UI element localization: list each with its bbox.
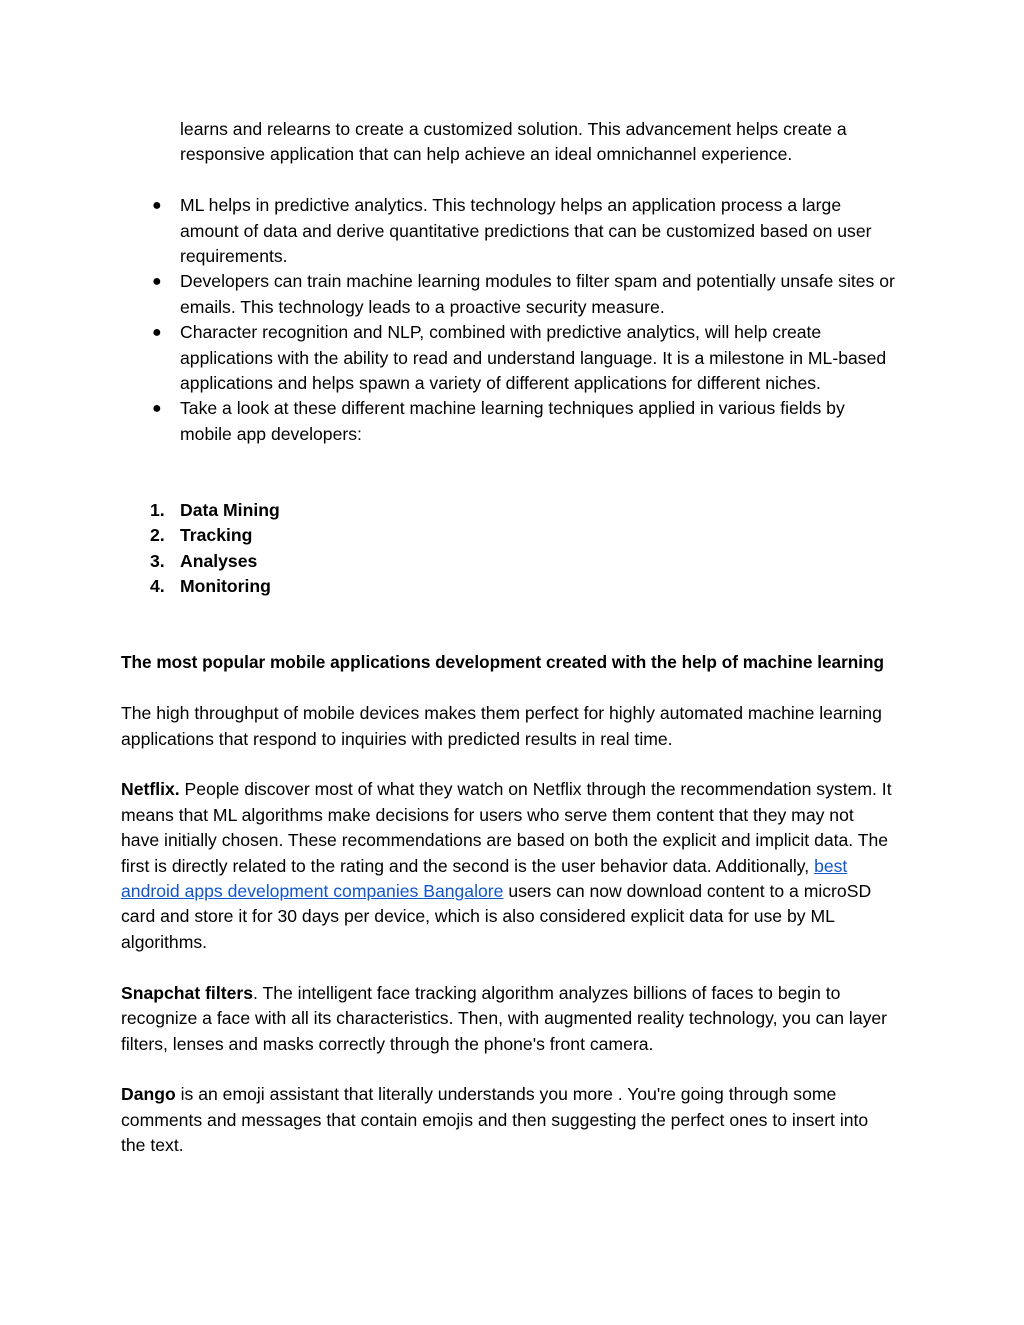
technique-item <box>121 549 896 574</box>
netflix-lead: Netflix. <box>121 779 180 800</box>
bullet-item <box>121 320 896 396</box>
technique-item <box>121 498 896 523</box>
bullet-text: Developers can train machine learning modules to filter spam and potentially unsafe sites or emails. This technology leads to a proactive security measure. <box>180 271 895 317</box>
spacer <box>121 473 896 498</box>
continuation-paragraph: learns and relearns to create a customized solution. This advancement helps create a responsive application that can help achieve an ideal omnichannel experience. <box>180 119 847 165</box>
snapchat-paragraph <box>121 981 896 1057</box>
technique-number: 1. <box>150 500 165 521</box>
bullet-marker: ● <box>152 197 162 215</box>
bullet-marker: ● <box>152 324 162 342</box>
technique-number: 3. <box>150 550 165 571</box>
bullet-item <box>121 396 896 447</box>
technique-number: 4. <box>150 576 165 597</box>
snapchat-lead: Snapchat filters <box>121 982 253 1003</box>
bullet-item <box>121 193 896 269</box>
bullet-list <box>121 193 896 447</box>
technique-label: Tracking <box>180 525 253 546</box>
bullet-text: Character recognition and NLP, combined with predictive analytics, will help create applications with the ability to read and understand language. It is a milestone in ML-based applications and helps spawn a variety of different applications for different niches. <box>180 322 887 394</box>
technique-label: Analyses <box>180 550 258 571</box>
technique-number: 2. <box>150 525 165 546</box>
netflix-text-before-link: People discover most of what they watch on Netflix through the recommendation system. It means that ML algorithms make decisions for users who serve them content that they may not have initially chosen. These recommendations are based on both the explicit and implicit data. The first is directly related to the rating and the second is the user behavior data. Additionally, <box>121 779 892 876</box>
technique-label: Monitoring <box>180 576 271 597</box>
spacer <box>121 625 896 650</box>
technique-item <box>121 523 896 548</box>
netflix-text-after-link: users can now download content to a microSD card and store it for 30 days per device, which is also considered explicit data for use by ML algorithms. <box>121 881 872 952</box>
dango-paragraph <box>121 1082 896 1158</box>
bullet-marker: ● <box>152 400 162 418</box>
technique-item <box>121 574 896 599</box>
bullet-text: ML helps in predictive analytics. This technology helps an application process a large amount of data and derive quantitative predictions that can be customized based on user requirements. <box>180 195 872 267</box>
technique-label: Data Mining <box>180 500 280 521</box>
intro-paragraph: The high throughput of mobile devices makes them perfect for highly automated machine learning applications that respond to inquiries with predicted results in real time. <box>121 703 882 749</box>
dango-lead: Dango <box>121 1084 176 1105</box>
bullet-item <box>121 269 896 320</box>
snapchat-text: . The intelligent face tracking algorithm analyzes billions of faces to begin to recognize a face with all its characteristics. Then, with augmented reality technology, you can layer filters, lenses and masks correctly through the phone's front camera. <box>121 982 888 1054</box>
bullet-text: Take a look at these different machine learning techniques applied in various fields by mobile app developers: <box>180 398 845 444</box>
bullet-marker: ● <box>152 273 162 291</box>
section-heading: The most popular mobile applications development created with the help of machine learning <box>121 652 885 673</box>
android-companies-link[interactable]: best android apps development companies Bangalore <box>121 855 848 902</box>
dango-text: is an emoji assistant that literally understands you more . You're going through some comments and messages that contain emojis and then suggesting the perfect ones to insert into the text. <box>121 1084 869 1156</box>
techniques-list <box>121 498 896 600</box>
document-body <box>121 117 896 1184</box>
netflix-paragraph <box>121 777 896 955</box>
